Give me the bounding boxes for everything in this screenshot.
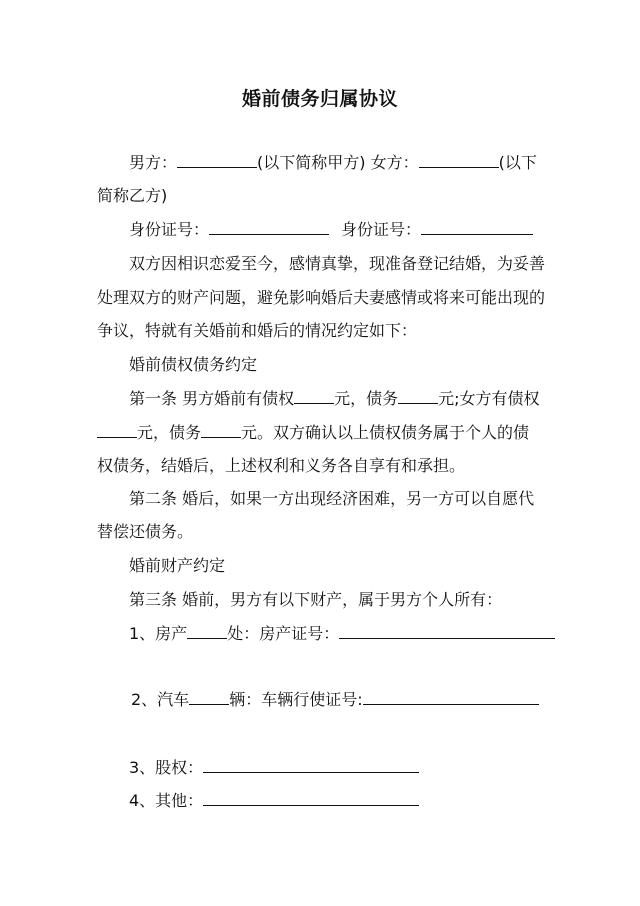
article-1-line-1 (129, 389, 549, 409)
item-car-label: 2、汽车 (131, 690, 190, 709)
article-1-text-c: 元;女方有债权 (438, 389, 540, 408)
equity-blank (203, 758, 419, 773)
article-1-line-3: 权债务，结婚后，上述权利和义务各自享有和承担。 (97, 456, 466, 475)
section-property-heading: 婚前财产约定 (129, 556, 226, 575)
article-1-text-a: 第一条 男方婚前有债权 (129, 389, 295, 408)
intro-line-1: 双方因相识恋爱至今，感情真挚，现准备登记结婚，为妥善 (129, 254, 546, 273)
item-house-cert-label: 处：房产证号： (227, 624, 340, 643)
article-2-line-1: 第二条 婚后，如果一方出现经济困难，另一方可以自愿代 (129, 489, 535, 508)
article-3-line: 第三条 婚前，男方有以下财产，属于男方个人所有： (129, 590, 503, 609)
female-note-b: 简称乙方) (97, 186, 168, 205)
female-debt-blank (201, 423, 241, 438)
house-cert-blank (339, 624, 555, 639)
male-credit-blank (294, 389, 334, 404)
female-id-blank (421, 220, 533, 235)
car-cert-blank (363, 690, 539, 705)
id-number-line (129, 220, 549, 240)
car-count-blank (189, 690, 229, 705)
item-other-label: 4、其他： (129, 791, 204, 810)
item-house (129, 624, 549, 644)
article-1-text-b: 元，债务 (334, 389, 399, 408)
item-car (131, 690, 551, 710)
male-id-blank (209, 220, 329, 235)
item-house-label: 1、房产 (129, 624, 188, 643)
article-2-line-2: 替偿还债务。 (97, 522, 194, 541)
male-id-label: 身份证号： (129, 220, 210, 239)
section-debts-heading: 婚前债权债务约定 (129, 355, 258, 374)
male-label: 男方： (129, 153, 178, 172)
male-name-blank (177, 153, 257, 168)
article-1-text-e: 元。双方确认以上债权债务属于个人的债 (241, 423, 530, 442)
item-other (129, 791, 549, 811)
parties-line (129, 153, 549, 173)
female-name-blank (419, 153, 499, 168)
item-car-cert-label: 辆：车辆行使证号: (229, 690, 363, 709)
male-debt-blank (398, 389, 438, 404)
female-label: 女方： (370, 153, 419, 172)
female-credit-blank (97, 423, 137, 438)
article-1-text-d: 元，债务 (137, 423, 202, 442)
item-equity-label: 3、股权： (129, 758, 204, 777)
intro-line-3: 争议，特就有关婚前和婚后的情况约定如下： (97, 321, 418, 340)
female-id-label: 身份证号： (341, 220, 422, 239)
document-title: 婚前债务归属协议 (241, 88, 398, 110)
article-1-line-2 (97, 423, 549, 443)
item-equity (129, 758, 549, 778)
house-count-blank (187, 624, 227, 639)
intro-line-2: 处理双方的财产问题，避免影响婚后夫妻感情或将来可能出现的 (97, 288, 546, 307)
female-note-a: (以下 (498, 153, 537, 172)
other-blank (203, 791, 419, 806)
male-note: (以下简称甲方) (257, 153, 366, 172)
